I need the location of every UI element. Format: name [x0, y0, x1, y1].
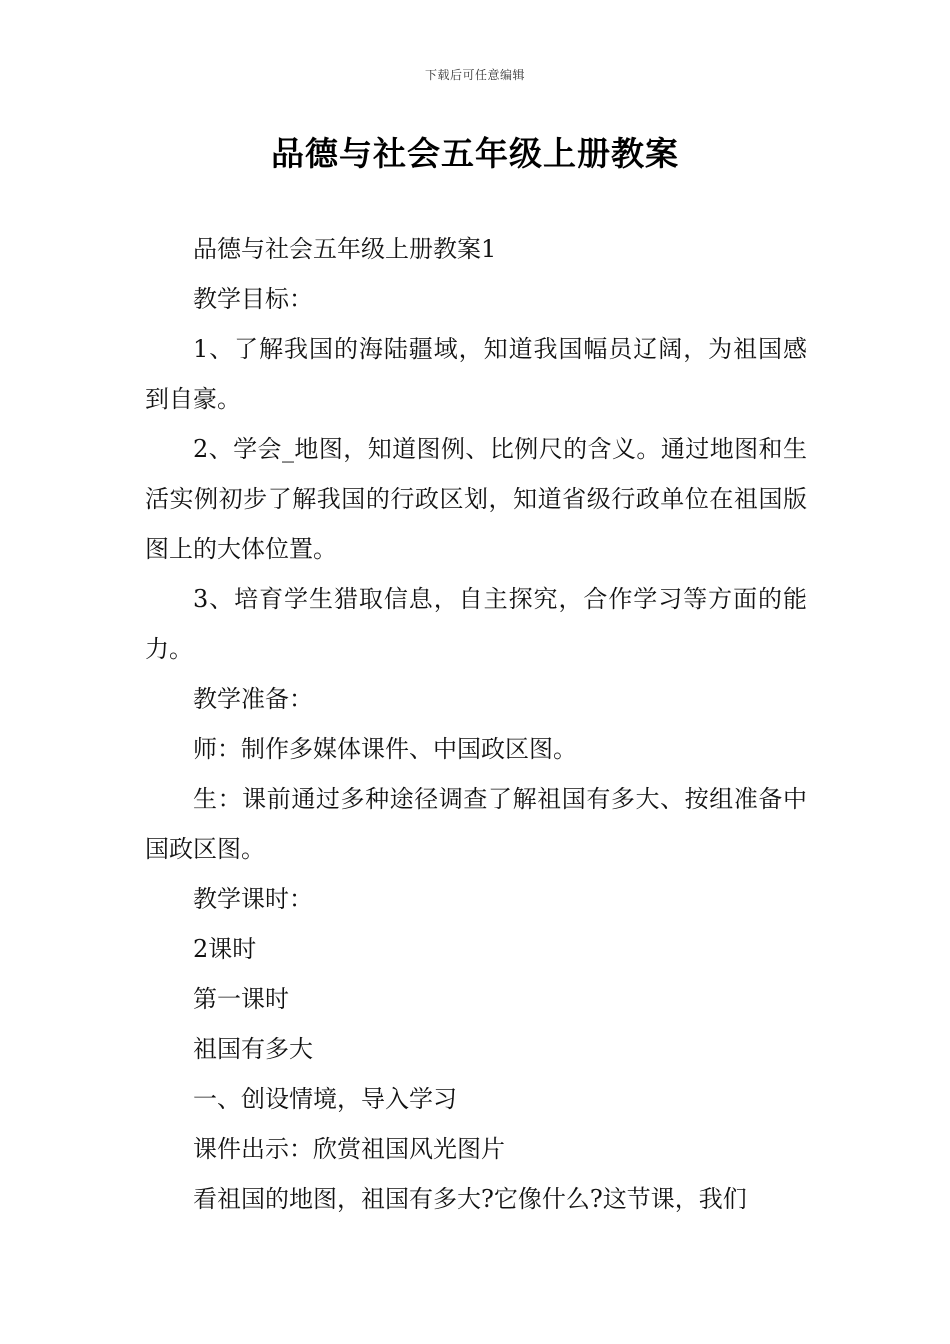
paragraph-section-1: 一、创设情境，导入学习 — [193, 1085, 457, 1113]
document-title: 品德与社会五年级上册教案 — [271, 134, 679, 173]
header-note: 下载后可任意编辑 — [424, 68, 525, 82]
paragraph-courseware: 课件出示：欣赏祖国风光图片 — [193, 1135, 505, 1163]
paragraph-map-question: 看祖国的地图，祖国有多大?它像什么?这节课，我们 — [193, 1185, 747, 1213]
paragraph-student-prep: 生：课前通过多种途径调查了解祖国有多大、按组准备中国政区图。 — [145, 785, 807, 863]
paragraph-objective-1: 1、了解我国的海陆疆域，知道我国幅员辽阔，为祖国感到自豪。 — [145, 335, 807, 413]
paragraph-heading: 品德与社会五年级上册教案1 — [193, 235, 497, 263]
paragraph-lesson-title: 祖国有多大 — [193, 1035, 313, 1063]
document-body — [145, 224, 807, 1224]
paragraph-periods-value: 2课时 — [193, 935, 257, 963]
paragraph-preparation-label: 教学准备： — [193, 685, 313, 713]
paragraph-objective-2: 2、学会_地图，知道图例、比例尺的含义。通过地图和生活实例初步了解我国的行政区划，知道省级行政单位在祖国版图上的大体位置。 — [145, 435, 807, 563]
paragraph-first-period: 第一课时 — [193, 985, 289, 1013]
paragraph-objectives-label: 教学目标： — [193, 285, 313, 313]
paragraph-periods-label: 教学课时： — [193, 885, 313, 913]
paragraph-objective-3: 3、培育学生猎取信息，自主探究，合作学习等方面的能力。 — [145, 585, 807, 663]
paragraph-teacher-prep: 师：制作多媒体课件、中国政区图。 — [193, 735, 577, 763]
